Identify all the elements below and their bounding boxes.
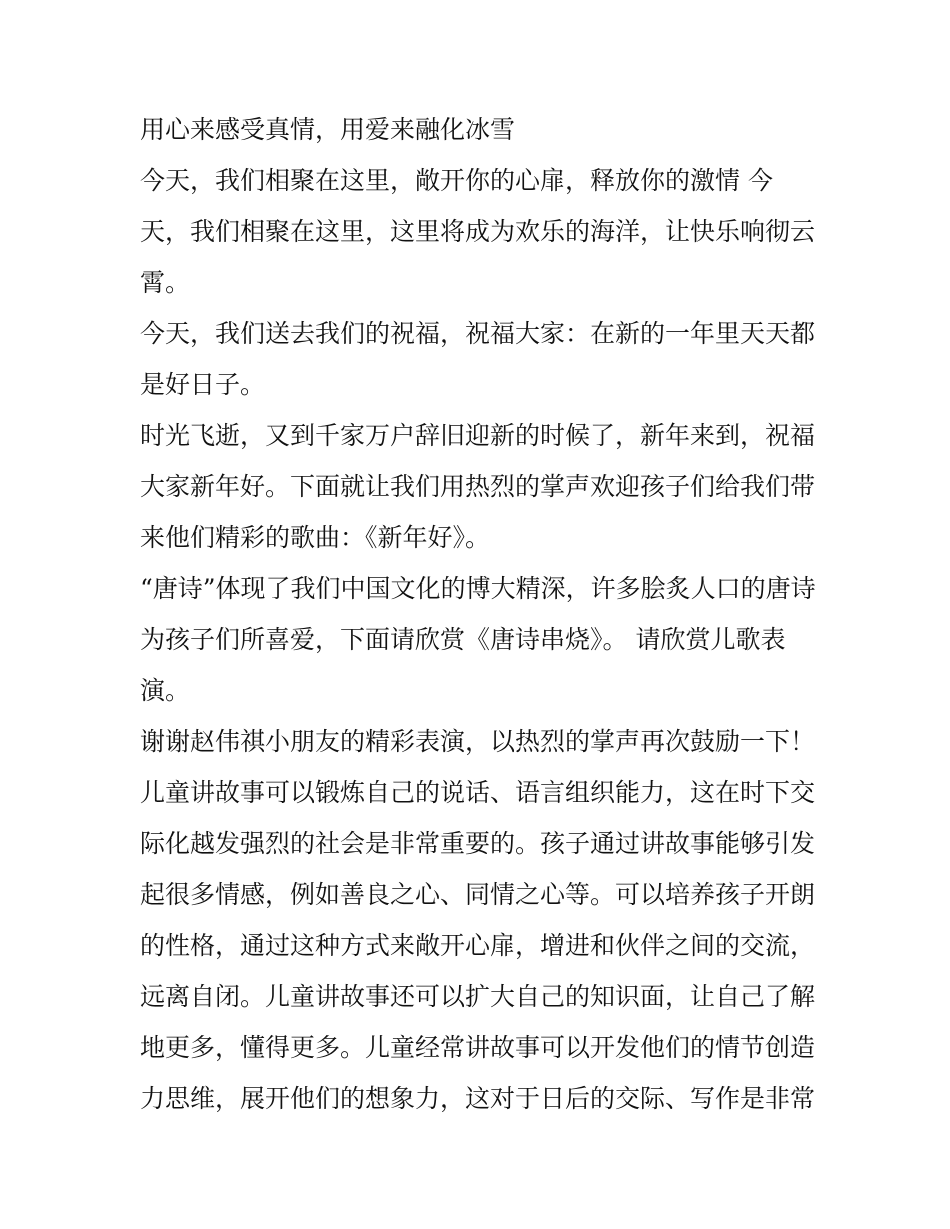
text-line: 今天，我们送去我们的祝福，祝福大家：在新的一年里天天都 xyxy=(140,319,816,348)
text-line: 力思维，展开他们的想象力，这对于日后的交际、写作是非常 xyxy=(140,1084,816,1113)
text-line: 演。 xyxy=(140,676,191,705)
text-line: 大家新年好。下面就让我们用热烈的掌声欢迎孩子们给我们带 xyxy=(140,472,816,501)
text-line: 的性格，通过这种方式来敞开心扉，增进和伙伴之间的交流， xyxy=(140,931,816,960)
text-line: 今天，我们相聚在这里，敞开你的心扉，释放你的激情 今 xyxy=(140,166,773,195)
text-line: 霄。 xyxy=(140,268,191,297)
text-line: 时光飞逝，又到千家万户辞旧迎新的时候了，新年来到，祝福 xyxy=(140,421,816,450)
text-line: 际化越发强烈的社会是非常重要的。孩子通过讲故事能够引发 xyxy=(140,829,816,858)
text-line: 儿童讲故事可以锻炼自己的说话、语言组织能力，这在时下交 xyxy=(140,778,816,807)
text-line: 谢谢赵伟祺小朋友的精彩表演，以热烈的掌声再次鼓励一下！ xyxy=(140,727,816,756)
text-line: 为孩子们所喜爱，下面请欣赏《唐诗串烧》。 请欣赏儿歌表 xyxy=(140,625,786,654)
text-line: 是好日子。 xyxy=(140,370,266,399)
text-line: 起很多情感，例如善良之心、同情之心等。可以培养孩子开朗 xyxy=(140,880,816,909)
text-line: 来他们精彩的歌曲：《新年好》。 xyxy=(140,523,491,552)
text-line: 天，我们相聚在这里，这里将成为欢乐的海洋，让快乐响彻云 xyxy=(140,217,816,246)
text-line: 远离自闭。儿童讲故事还可以扩大自己的知识面，让自己了解 xyxy=(140,982,816,1011)
text-line: “唐诗”体现了我们中国文化的博大精深，许多脍炙人口的唐诗 xyxy=(140,574,816,603)
document-body xyxy=(140,104,820,1124)
title-line: 用心来感受真情，用爱来融化冰雪 xyxy=(140,115,516,144)
text-line: 地更多，懂得更多。儿童经常讲故事可以开发他们的情节创造 xyxy=(140,1033,816,1062)
